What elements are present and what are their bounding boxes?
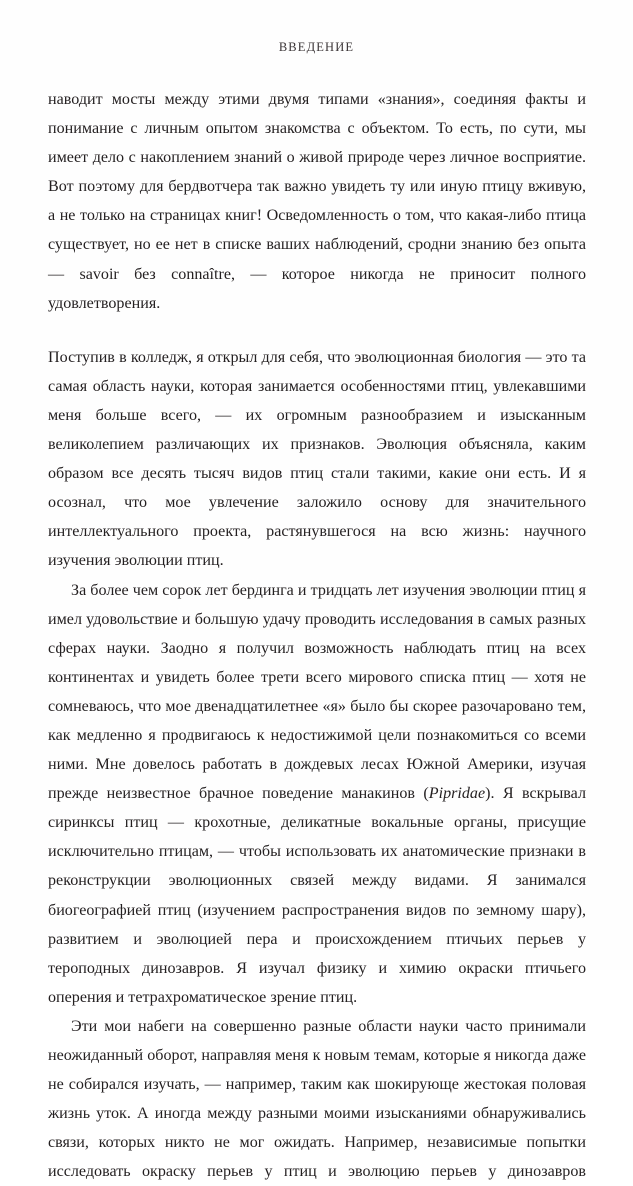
paragraph-3-text-before-italic: За более чем сорок лет бердинга и тридцать лет изучения эволюции птиц я имел удовольствие и большую удачу проводить исследования в самых разных сферах науки. Заодно я получил возможность наблюдать птиц на всех континентах и увидеть более трети всего мирового списка птиц — хотя не сомневаюсь, что мое двенадцатилетнее «я» было бы скорее разочаровано тем, как медленно я продвигаюсь к недостижимой цели познакомиться со всеми ними. Мне довелось работать в дождевых лесах Южной Америки, изучая прежде неизвестное брачное поведение манакинов ( [48, 581, 586, 803]
scientific-name-pipridae: Pipridae [428, 785, 486, 803]
body-text-block [48, 85, 586, 1186]
paragraph-3-text-after-italic: ). Я вскрывал сиринксы птиц — крохотные, деликатные вокальные органы, присущие исключительно птицам, — чтобы использовать их анатомические признаки в реконструкции эволюционных связей между видами. Я занимался биогеографией птиц (изучением распространения видов по земному шару), развитием и эволюцией пера и происхождением птичьих перьев у тероподных динозавров. Я изучал физику и химию окраски птичьего оперения и тетрахроматическое зрение птиц. [48, 785, 587, 1006]
running-head: ВВЕДЕНИЕ [278, 40, 355, 54]
paragraph-3 [48, 576, 586, 1012]
paragraph-1: наводит мосты между этими двумя типами «знания», соединяя факты и понимание с личным опытом знакомства с объектом. То есть, по сути, мы имеет дело с накоплением знаний о живой природе через личное восприятие. Вот поэтому для бердвотчера так важно увидеть ту или иную птицу вживую, а не только на страницах книг! Осведомленность о том, что какая-либо птица существует, но ее нет в списке ваших наблюдений, сродни знанию без опыта — savoir без connaître, — которое никогда не приносит полного удовлетворения. [48, 91, 586, 312]
paragraph-2: Поступив в колледж, я открыл для себя, что эволюционная биология — это та самая область науки, которая занимается особенностями птиц, увлекавшими меня больше всего, — их огромным разнообразием и изысканным великолепием различающих их признаков. Эволюция объясняла, каким образом все десять тысяч видов птиц стали такими, какие они есть. И я осознал, что мое увлечение заложило основу для значительного интеллектуального проекта, растянувшегося на всю жизнь: научного изучения эволюции птиц. [48, 348, 586, 570]
paragraph-4: Эти мои набеги на совершенно разные области науки часто принимали неожиданный оборот, направляя меня к новым темам, которые я никогда даже не собирался изучать, — например, таким как шокирующе жестокая половая жизнь уток. А иногда между разными моими изысканиями обнаруживались связи, которых никто не мог ожидать. Например, независимые попытки исследовать окраску перьев у птиц и эволюцию перьев у динозавров [48, 1017, 586, 1181]
